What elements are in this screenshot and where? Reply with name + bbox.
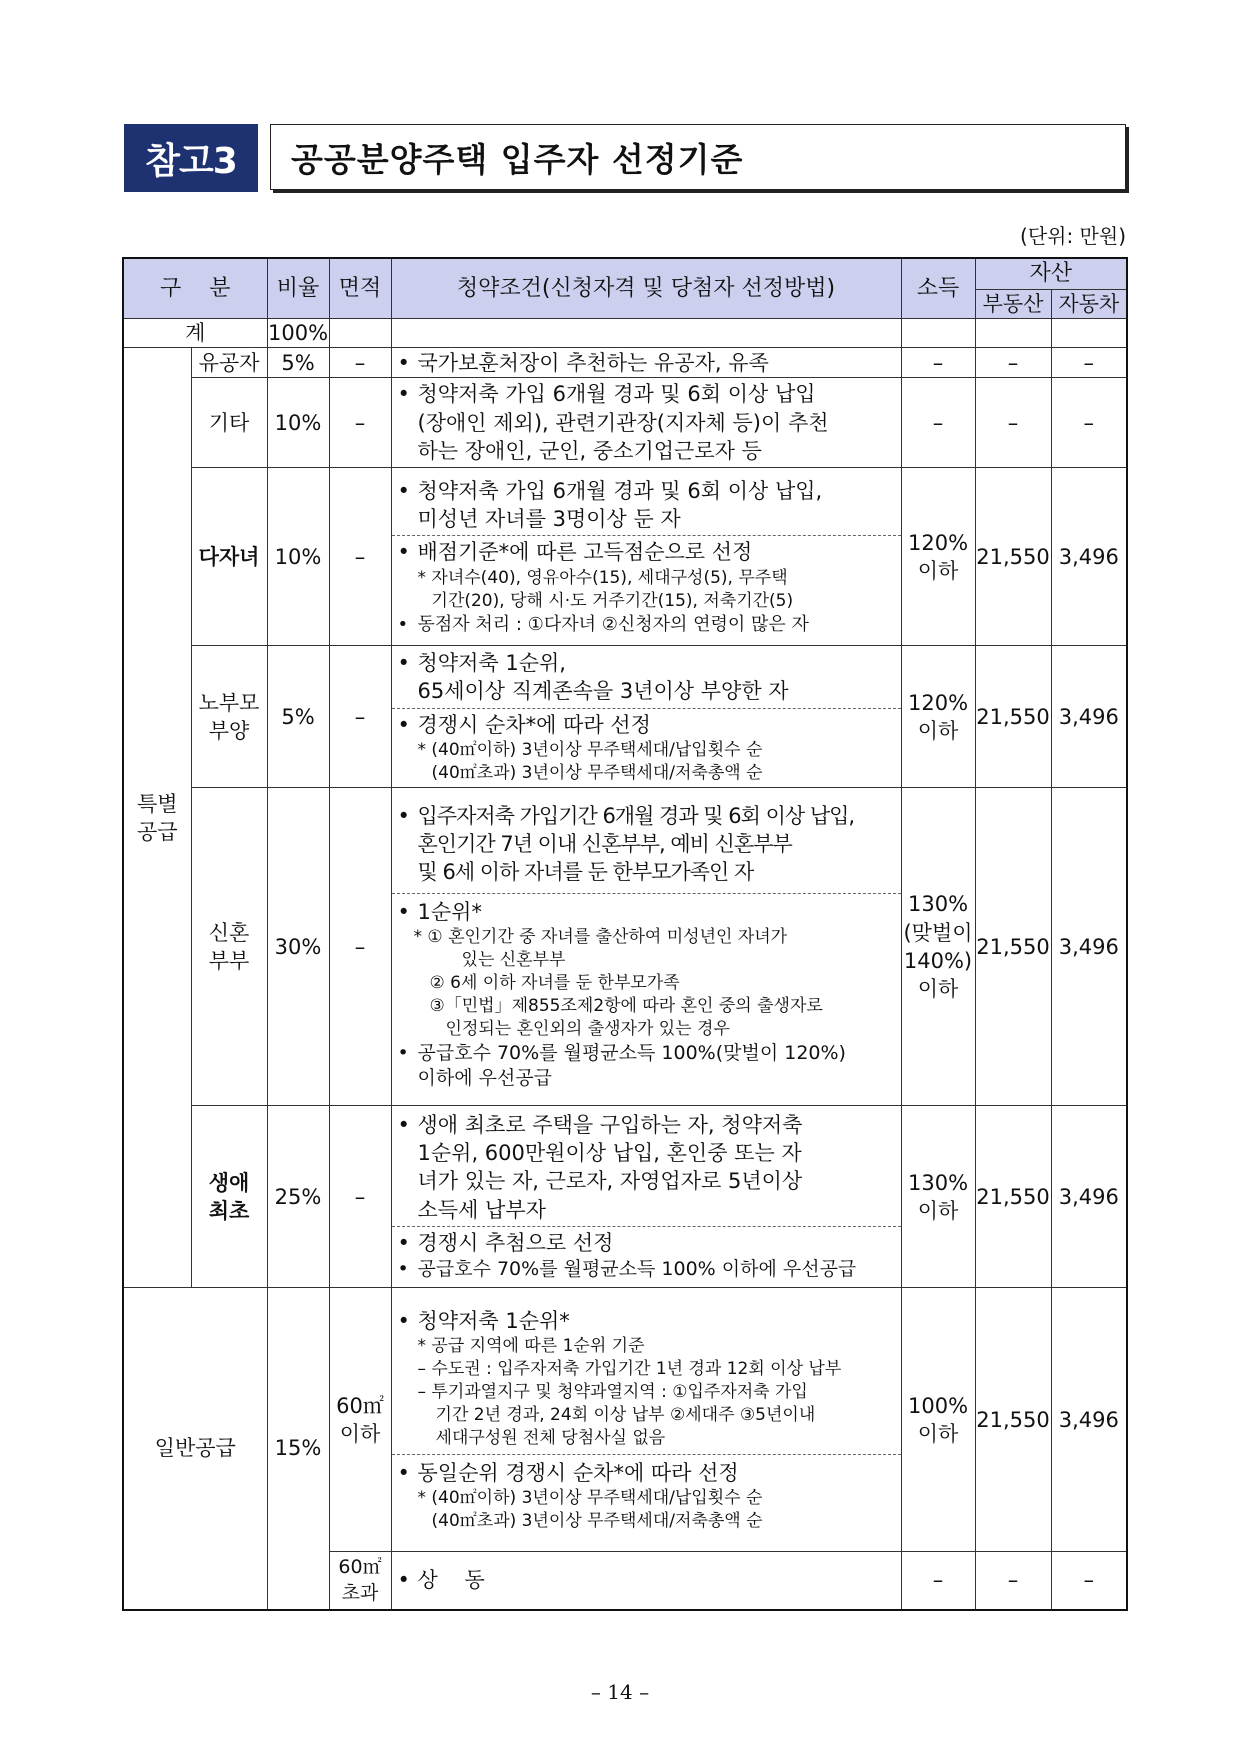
general-label: 일반공급 bbox=[123, 1288, 267, 1610]
special-supply-label bbox=[123, 348, 191, 1288]
first-time-income: 130% 이하 bbox=[901, 1106, 975, 1288]
newlywed-ratio: 30% bbox=[267, 788, 329, 1106]
other-income: – bbox=[901, 378, 975, 468]
row-first-time bbox=[123, 1106, 1127, 1288]
first-time-conditions: • 생애 최초로 주택을 구입하는 자, 청약저축 1순위, 600만원이상 납입, 혼인중 또는 자 녀가 있는 자, 근로자, 자영업자로 5년이상 소득세 납부자 • 경쟁시 추첨으로 선정 • 공급호수 70%를 월평균소득 100% 이하에 우선공급 bbox=[391, 1106, 901, 1288]
row-other bbox=[123, 378, 1127, 468]
other-name: 기타 bbox=[191, 378, 267, 468]
general-large-real-estate: – bbox=[975, 1552, 1051, 1610]
total-label: 계 bbox=[123, 319, 267, 348]
elderly-conditions: • 청약저축 1순위, 65세이상 직계존속을 3년이상 부양한 자 • 경쟁시 순차*에 따라 선정 * (40㎡이하) 3년이상 무주택세대/납입횟수 순 (40㎡초과) 3년이상 무주택세대/저축총액 순 bbox=[391, 646, 901, 788]
col-income: 소득 bbox=[901, 258, 975, 319]
special-label-2: 공급 bbox=[136, 819, 178, 844]
other-ratio: 10% bbox=[267, 378, 329, 468]
elderly-name: 노부모 부양 bbox=[191, 646, 267, 788]
newlywed-name: 신혼 부부 bbox=[191, 788, 267, 1106]
multi-child-car: 3,496 bbox=[1051, 468, 1127, 646]
other-area: – bbox=[329, 378, 391, 468]
page-title-text: 공공분양주택 입주자 선정기준 bbox=[291, 139, 744, 179]
merit-conditions: • 국가보훈처장이 추천하는 유공자, 유족 bbox=[391, 348, 901, 378]
total-row bbox=[123, 319, 1127, 348]
merit-ratio: 5% bbox=[267, 348, 329, 378]
general-small-car: 3,496 bbox=[1051, 1288, 1127, 1552]
col-car: 자동차 bbox=[1051, 289, 1127, 318]
row-merit bbox=[123, 348, 1127, 378]
first-time-real-estate: 21,550 bbox=[975, 1106, 1051, 1288]
multi-child-real-estate: 21,550 bbox=[975, 468, 1051, 646]
general-large-income: – bbox=[901, 1552, 975, 1610]
special-label-1: 특별 bbox=[136, 791, 178, 816]
merit-real-estate: – bbox=[975, 348, 1051, 378]
merit-area: – bbox=[329, 348, 391, 378]
first-time-name: 생애 최초 bbox=[191, 1106, 267, 1288]
row-general-small bbox=[123, 1288, 1127, 1552]
multi-child-area: – bbox=[329, 468, 391, 646]
multi-child-conditions: • 청약저축 가입 6개월 경과 및 6회 이상 납입, 미성년 자녀를 3명이상 둔 자 • 배점기준*에 따른 고득점순으로 선정 * 자녀수(40), 영유아수(15), 세대구성(5), 무주택 기간(20), 당해 시·도 거주기간(15), 저축기간(5) • 동점자 처리 : ①다자녀 ②신청자의 연령이 많은 자 bbox=[391, 468, 901, 646]
general-ratio: 15% bbox=[267, 1288, 329, 1610]
general-small-real-estate: 21,550 bbox=[975, 1288, 1051, 1552]
col-area: 면적 bbox=[329, 258, 391, 319]
selection-criteria-table bbox=[122, 257, 1128, 1611]
newlywed-area: – bbox=[329, 788, 391, 1106]
other-real-estate: – bbox=[975, 378, 1051, 468]
general-small-income: 100% 이하 bbox=[901, 1288, 975, 1552]
col-real-estate: 부동산 bbox=[975, 289, 1051, 318]
page-number: – 14 – bbox=[590, 1680, 650, 1704]
col-ratio: 비율 bbox=[267, 258, 329, 319]
general-small-area: 60㎡ 이하 bbox=[329, 1288, 391, 1552]
other-car: – bbox=[1051, 378, 1127, 468]
col-assets: 자산 bbox=[975, 258, 1127, 289]
newlywed-conditions: • 입주자저축 가입기간 6개월 경과 및 6회 이상 납입, 혼인기간 7년 이내 신혼부부, 예비 신혼부부 및 6세 이하 자녀를 둔 한부모가족인 자 • 1순위* * ① 혼인기간 중 자녀를 출산하여 미성년인 자녀가 있는 신혼부부 ② 6세 이하 자녀를 둔 한부모가족 ③「민법」제855조제2항에 따라 혼인 중의 출생자로 인정되는 혼인외의 출생자가 있는 경우 • 공급호수 70%를 월평균소득 100%(맞벌이 120%) 이하에 우선공급 bbox=[391, 788, 901, 1106]
first-time-ratio: 25% bbox=[267, 1106, 329, 1288]
newlywed-car: 3,496 bbox=[1051, 788, 1127, 1106]
page-title bbox=[270, 124, 1126, 190]
general-large-car: – bbox=[1051, 1552, 1127, 1610]
row-newlywed bbox=[123, 788, 1127, 1106]
elderly-area: – bbox=[329, 646, 391, 788]
multi-child-income: 120% 이하 bbox=[901, 468, 975, 646]
col-category: 구 분 bbox=[123, 258, 267, 319]
first-time-car: 3,496 bbox=[1051, 1106, 1127, 1288]
merit-car: – bbox=[1051, 348, 1127, 378]
general-large-conditions: • 상 동 bbox=[391, 1552, 901, 1610]
merit-income: – bbox=[901, 348, 975, 378]
row-multi-child bbox=[123, 468, 1127, 646]
elderly-income: 120% 이하 bbox=[901, 646, 975, 788]
elderly-ratio: 5% bbox=[267, 646, 329, 788]
general-small-conditions: • 청약저축 1순위* * 공급 지역에 따른 1순위 기준 – 수도권 : 입주자저축 가입기간 1년 경과 12회 이상 납부 – 투기과열지구 및 청약과열지역 : ①입주자저축 가입 기간 2년 경과, 24회 이상 납부 ②세대주 ③5년이내 세대구성원 전체 당첨사실 없음 • 동일순위 경쟁시 순차*에 따라 선정 * (40㎡이하) 3년이상 무주택세대/납입횟수 순 (40㎡초과) 3년이상 무주택세대/저축총액 순 bbox=[391, 1288, 901, 1552]
row-elderly bbox=[123, 646, 1127, 788]
merit-name: 유공자 bbox=[191, 348, 267, 378]
header-row bbox=[123, 258, 1127, 289]
total-ratio: 100% bbox=[267, 319, 329, 348]
first-time-area: – bbox=[329, 1106, 391, 1288]
newlywed-real-estate: 21,550 bbox=[975, 788, 1051, 1106]
other-conditions: • 청약저축 가입 6개월 경과 및 6회 이상 납입 (장애인 제외), 관련기관장(지자체 등)이 추천 하는 장애인, 군인, 중소기업근로자 등 bbox=[391, 378, 901, 468]
multi-child-name: 다자녀 bbox=[191, 468, 267, 646]
reference-badge: 참고3 bbox=[124, 124, 258, 192]
unit-label: (단위: 만원) bbox=[1020, 224, 1126, 248]
newlywed-income: 130% (맞벌이 140%) 이하 bbox=[901, 788, 975, 1106]
elderly-real-estate: 21,550 bbox=[975, 646, 1051, 788]
elderly-car: 3,496 bbox=[1051, 646, 1127, 788]
multi-child-ratio: 10% bbox=[267, 468, 329, 646]
col-conditions: 청약조건(신청자격 및 당첨자 선정방법) bbox=[391, 258, 901, 319]
general-large-area: 60㎡ 초과 bbox=[329, 1552, 391, 1610]
